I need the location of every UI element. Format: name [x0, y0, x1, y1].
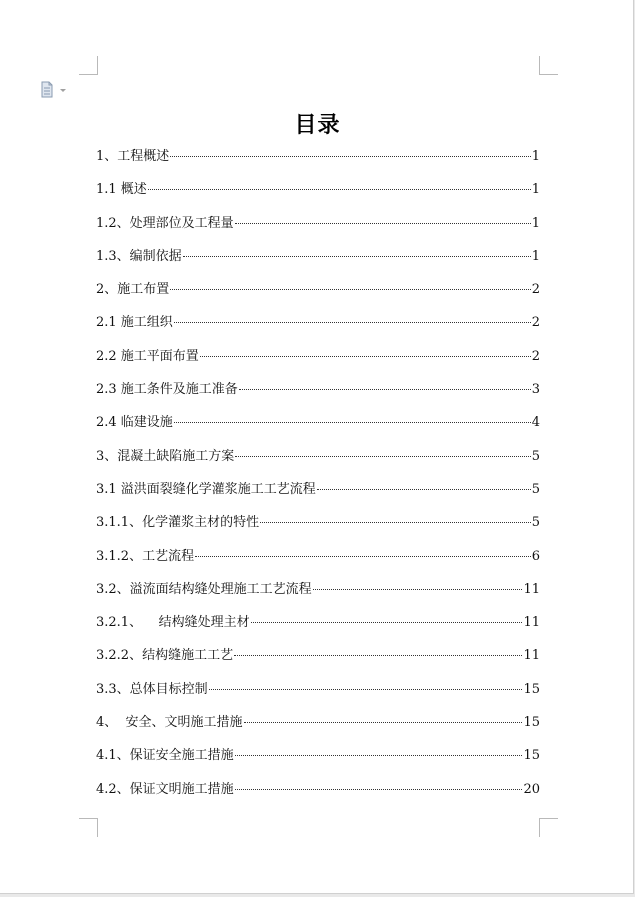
toc-entry-page: 20 — [523, 781, 540, 797]
toc-entry-text: 1.2、处理部位及工程量 — [96, 215, 234, 231]
toc-dot-leader — [235, 789, 523, 790]
toc-dot-leader — [209, 689, 523, 690]
toc-entry-text: 3.1 溢洪面裂缝化学灌浆施工工艺流程 — [96, 481, 316, 497]
toc-dot-leader — [235, 456, 530, 457]
toc-dot-leader — [260, 522, 531, 523]
toc-entry[interactable] — [96, 575, 540, 608]
toc-dot-leader — [251, 622, 523, 623]
toc-entry-text: 3.3、总体目标控制 — [96, 681, 208, 697]
toc-entry[interactable] — [96, 542, 540, 575]
toc-entry-text: 3.1.2、工艺流程 — [96, 548, 195, 564]
toc-entry-page: 3 — [531, 382, 540, 398]
toc-entry-page: 11 — [523, 648, 540, 664]
toc-dot-leader — [195, 556, 531, 557]
toc-entry-text: 1.1 概述 — [96, 182, 147, 198]
toc-entry-text: 2、施工布置 — [96, 282, 170, 298]
toc-title: 目录 — [294, 112, 341, 138]
toc-entry-page: 15 — [523, 681, 540, 697]
toc-entry-page: 5 — [531, 448, 540, 464]
toc-entry-page: 1 — [531, 215, 540, 231]
toc-dot-leader — [170, 156, 530, 157]
toc-entry-page: 1 — [531, 182, 540, 198]
toc-entry[interactable] — [96, 175, 540, 208]
toc-entry-page: 6 — [531, 548, 540, 564]
toc-entry[interactable] — [96, 775, 540, 808]
margin-corner-top-right — [539, 56, 558, 75]
toc-entry-page: 1 — [531, 149, 540, 164]
toc-entry[interactable] — [96, 242, 540, 275]
toc-entry-page: 2 — [531, 348, 540, 364]
toc-entry[interactable] — [96, 741, 540, 774]
toc-entry-text: 3.2.2、结构缝施工工艺 — [96, 648, 234, 664]
toc-entry-page: 5 — [531, 481, 540, 497]
toc-entry-text: 4、 安全、文明施工措施 — [96, 715, 243, 731]
toc-entry-text: 2.2 施工平面布置 — [96, 348, 199, 364]
toc-entry-page: 15 — [523, 748, 540, 764]
toc-dot-leader — [174, 422, 531, 423]
toc-entry[interactable] — [96, 508, 540, 541]
toc-entry[interactable] — [96, 209, 540, 242]
toc-entry[interactable] — [96, 275, 540, 308]
toc-entry-page: 11 — [523, 581, 540, 597]
toc-entry-page: 5 — [531, 515, 540, 531]
toc-dot-leader — [174, 322, 531, 323]
toc-list — [96, 142, 540, 808]
toc-dot-leader — [317, 489, 531, 490]
toc-entry-text: 2.3 施工条件及施工准备 — [96, 382, 238, 398]
margin-corner-top-left — [79, 56, 98, 75]
toc-dot-leader — [234, 655, 522, 656]
toc-dot-leader — [244, 722, 523, 723]
toc-entry-text: 4.2、保证文明施工措施 — [96, 781, 234, 797]
toc-entry-page: 2 — [531, 315, 540, 331]
toc-entry[interactable] — [96, 342, 540, 375]
toc-entry-text: 1、工程概述 — [96, 149, 170, 164]
toc-dot-leader — [200, 356, 531, 357]
toc-entry-page: 1 — [531, 248, 540, 264]
toc-entry[interactable] — [96, 375, 540, 408]
toc-entry-text: 3.1.1、化学灌浆主材的特性 — [96, 515, 260, 531]
toc-dot-leader — [235, 223, 531, 224]
toc-entry[interactable] — [96, 142, 540, 175]
toc-entry-text: 1.3、编制依据 — [96, 248, 182, 264]
toc-entry-text: 4.1、保证安全施工措施 — [96, 748, 234, 764]
toc-entry-text: 3、混凝土缺陷施工方案 — [96, 448, 235, 464]
toc-entry-text: 3.2.1、 结构缝处理主材 — [96, 615, 250, 631]
toc-entry[interactable] — [96, 675, 540, 708]
toc-entry-text: 2.1 施工组织 — [96, 315, 173, 331]
margin-corner-bottom-left — [79, 818, 98, 837]
toc-entry[interactable] — [96, 708, 540, 741]
document-icon[interactable] — [40, 81, 70, 99]
toc-entry-page: 11 — [523, 615, 540, 631]
margin-corner-bottom-right — [539, 818, 558, 837]
toc-entry-page: 4 — [531, 415, 540, 431]
toc-dot-leader — [148, 189, 531, 190]
toc-entry-text: 3.2、溢流面结构缝处理施工工艺流程 — [96, 581, 312, 597]
toc-entry[interactable] — [96, 475, 540, 508]
toc-entry[interactable] — [96, 408, 540, 441]
toc-entry-page: 15 — [523, 715, 540, 731]
toc-dot-leader — [239, 389, 531, 390]
toc-dot-leader — [183, 256, 531, 257]
toc-entry-text: 2.4 临建设施 — [96, 415, 173, 431]
toc-dot-leader — [170, 289, 530, 290]
toc-entry[interactable] — [96, 641, 540, 674]
toc-entry[interactable] — [96, 608, 540, 641]
toc-entry[interactable] — [96, 442, 540, 475]
toc-dot-leader — [235, 755, 523, 756]
toc-entry-page: 2 — [531, 282, 540, 298]
toc-dot-leader — [313, 589, 523, 590]
toc-entry[interactable] — [96, 308, 540, 341]
